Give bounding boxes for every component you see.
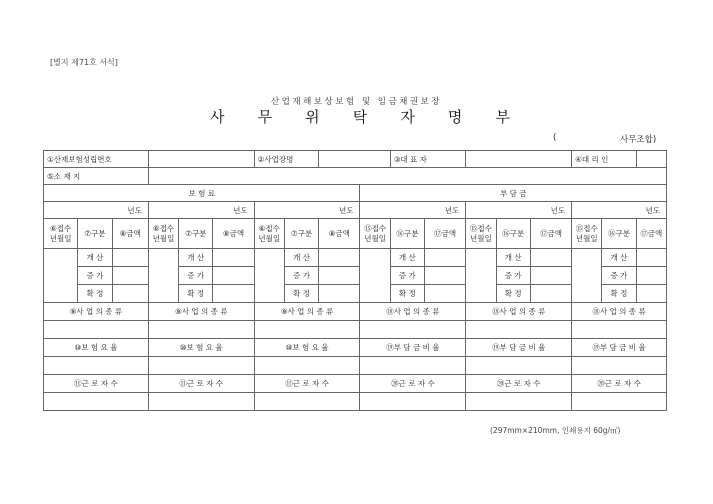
rate-field[interactable]	[466, 357, 572, 375]
type-estimate: 개 산	[390, 249, 424, 267]
amount-cell[interactable]	[213, 285, 254, 303]
receipt-date-cell[interactable]	[360, 249, 390, 303]
type-estimate: 개 산	[602, 249, 636, 267]
receipt-date-cell[interactable]	[572, 249, 602, 303]
title-char: 명	[447, 108, 463, 126]
type-header: ⑯구분	[390, 219, 424, 249]
amount-header: ⑰금액	[424, 219, 465, 249]
rate-field[interactable]	[148, 357, 254, 375]
amount-header: ⑧금액	[319, 219, 360, 249]
amount-cell[interactable]	[530, 249, 571, 267]
type-increase: 증 가	[179, 267, 213, 285]
insurance-no-field[interactable]	[148, 151, 254, 168]
amount-cell[interactable]	[424, 285, 465, 303]
business-type-field[interactable]	[466, 321, 572, 339]
worker-count-label: ⑳근 로 자 수	[466, 375, 572, 393]
insurance-rate-label: ⑩보 험 요 율	[44, 339, 149, 357]
worker-count-label: ⑳근 로 자 수	[360, 375, 466, 393]
type-increase: 증 가	[284, 267, 318, 285]
amount-cell[interactable]	[636, 267, 666, 285]
title-char: 자	[400, 108, 415, 126]
type-increase: 증 가	[496, 267, 530, 285]
office-label: 사무조합)	[620, 135, 657, 145]
amount-cell[interactable]	[213, 249, 254, 267]
receipt-date-header: ⑮접수 년월일	[360, 219, 390, 249]
type-header: ⑦구분	[284, 219, 318, 249]
worker-count-label: ⑪근 로 자 수	[148, 375, 254, 393]
amount-cell[interactable]	[636, 285, 666, 303]
amount-cell[interactable]	[319, 267, 360, 285]
paper-spec-footer: (297mm×210mm, 인쇄용지 60g/㎡)	[490, 426, 621, 435]
amount-cell[interactable]	[530, 285, 571, 303]
receipt-date-cell[interactable]	[466, 249, 496, 303]
amount-header: ⑰금액	[530, 219, 571, 249]
business-type-label: ⑱사 업 의 종 류	[360, 303, 466, 321]
worker-count-field[interactable]	[360, 393, 466, 411]
business-name-label: ②사업장명	[254, 151, 319, 168]
agent-field[interactable]	[636, 151, 666, 168]
insurance-rate-label: ⑩보 험 요 율	[254, 339, 360, 357]
amount-cell[interactable]	[424, 267, 465, 285]
year-label: 년도	[466, 202, 572, 219]
office-label-line	[0, 133, 713, 147]
receipt-date-cell[interactable]	[44, 249, 78, 303]
amount-header: ⑰금액	[636, 219, 666, 249]
office-open-paren: (	[553, 133, 557, 143]
business-type-field[interactable]	[572, 321, 667, 339]
receipt-date-cell[interactable]	[148, 249, 178, 303]
amount-cell[interactable]	[424, 249, 465, 267]
year-label: 년도	[44, 202, 149, 219]
type-header: ⑦구분	[179, 219, 213, 249]
burden-ratio-label: ⑲부 담 금 비 율	[466, 339, 572, 357]
business-type-field[interactable]	[254, 321, 360, 339]
title-char: 사	[210, 108, 225, 126]
type-increase: 증 가	[78, 267, 112, 285]
representative-field[interactable]	[466, 151, 572, 168]
type-increase: 증 가	[390, 267, 424, 285]
entrustment-register-table	[43, 150, 667, 411]
type-header: ⑦구분	[78, 219, 112, 249]
type-header: ⑯구분	[496, 219, 530, 249]
type-confirmed: 확 정	[496, 285, 530, 303]
rate-field[interactable]	[572, 357, 667, 375]
burden-ratio-label: ⑲부 담 금 비 율	[572, 339, 667, 357]
amount-header: ⑧금액	[112, 219, 148, 249]
insurance-no-label: ①산재보험성립번호	[44, 151, 149, 168]
type-confirmed: 확 정	[179, 285, 213, 303]
receipt-date-cell[interactable]	[254, 249, 284, 303]
form-title	[210, 106, 510, 127]
rate-field[interactable]	[360, 357, 466, 375]
amount-cell[interactable]	[319, 249, 360, 267]
business-type-field[interactable]	[44, 321, 149, 339]
year-label: 년도	[148, 202, 254, 219]
amount-cell[interactable]	[112, 249, 148, 267]
agent-label: ④대 리 인	[572, 151, 637, 168]
title-char: 부	[495, 108, 510, 126]
amount-header: ⑧금액	[213, 219, 254, 249]
rate-field[interactable]	[44, 357, 149, 375]
burden-charge-header: 부 담 금	[360, 185, 667, 202]
insurance-rate-label: ⑩보 험 요 율	[148, 339, 254, 357]
receipt-date-header: ⑥접수 년월일	[44, 219, 78, 249]
type-increase: 증 가	[602, 267, 636, 285]
amount-cell[interactable]	[112, 267, 148, 285]
business-type-label: ⑨사 업 의 종 류	[44, 303, 149, 321]
worker-count-label: ⑳근 로 자 수	[572, 375, 667, 393]
year-label: 년도	[572, 202, 667, 219]
business-type-label: ⑱사 업 의 종 류	[466, 303, 572, 321]
year-label: 년도	[254, 202, 360, 219]
type-confirmed: 확 정	[602, 285, 636, 303]
rate-field[interactable]	[254, 357, 360, 375]
business-type-label: ⑨사 업 의 종 류	[254, 303, 360, 321]
business-type-field[interactable]	[360, 321, 466, 339]
title-char: 탁	[352, 108, 368, 126]
insurance-premium-header: 보 험 료	[44, 185, 360, 202]
type-estimate: 개 산	[78, 249, 112, 267]
type-header: ⑯구분	[602, 219, 636, 249]
amount-cell[interactable]	[213, 267, 254, 285]
worker-count-field[interactable]	[148, 393, 254, 411]
type-estimate: 개 산	[284, 249, 318, 267]
address-field[interactable]	[148, 168, 666, 185]
receipt-date-header: ⑮접수 년월일	[466, 219, 496, 249]
form-number: [별지 제71호 서식]	[50, 58, 118, 67]
receipt-date-header: ⑮접수 년월일	[572, 219, 602, 249]
title-char: 위	[305, 108, 320, 126]
business-name-field[interactable]	[319, 151, 391, 168]
worker-count-label: ⑪근 로 자 수	[44, 375, 149, 393]
type-estimate: 개 산	[179, 249, 213, 267]
receipt-date-header: ⑥접수 년월일	[148, 219, 178, 249]
amount-cell[interactable]	[636, 249, 666, 267]
type-confirmed: 확 정	[390, 285, 424, 303]
worker-count-label: ⑪근 로 자 수	[254, 375, 360, 393]
type-confirmed: 확 정	[284, 285, 318, 303]
worker-count-field[interactable]	[466, 393, 572, 411]
representative-label: ③대 표 자	[390, 151, 466, 168]
worker-count-field[interactable]	[44, 393, 149, 411]
business-type-field[interactable]	[148, 321, 254, 339]
amount-cell[interactable]	[112, 285, 148, 303]
year-label: 년도	[360, 202, 466, 219]
worker-count-field[interactable]	[254, 393, 360, 411]
receipt-date-header: ⑥접수 년월일	[254, 219, 284, 249]
burden-ratio-label: ⑲부 담 금 비 율	[360, 339, 466, 357]
amount-cell[interactable]	[319, 285, 360, 303]
business-type-label: ⑱사 업 의 종 류	[572, 303, 667, 321]
title-char: 무	[257, 108, 273, 126]
address-label: ⑤소 재 지	[44, 168, 149, 185]
worker-count-field[interactable]	[572, 393, 667, 411]
form-subtitle: 산업재해보상보험 및 임금채권보장	[270, 97, 443, 107]
type-estimate: 개 산	[496, 249, 530, 267]
type-confirmed: 확 정	[78, 285, 112, 303]
business-type-label: ⑨사 업 의 종 류	[148, 303, 254, 321]
amount-cell[interactable]	[530, 267, 571, 285]
